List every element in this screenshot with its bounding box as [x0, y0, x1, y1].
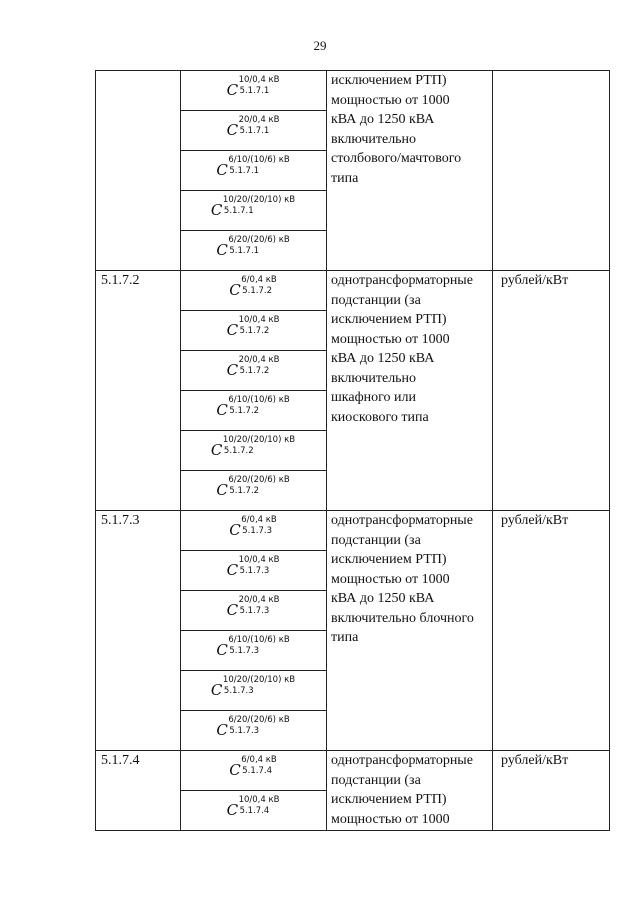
tariff-formula — [211, 195, 295, 225]
tariff-formula — [211, 435, 295, 465]
formula-cell — [180, 790, 326, 830]
formula-superscript: 20/0,4 кВ — [238, 115, 280, 125]
formula-superscript: 10/20/(20/10) кВ — [222, 435, 296, 445]
formula-symbol: C — [226, 321, 239, 339]
formula-subscript: 5.1.7.2 — [242, 286, 273, 296]
formula-symbol: C — [216, 161, 228, 179]
formula-subscript: 5.1.7.3 — [229, 646, 260, 656]
tariff-formula — [211, 675, 295, 705]
formula-subscript: 5.1.7.3 — [239, 606, 270, 616]
formula-subscript: 5.1.7.3 — [229, 726, 260, 736]
formula-symbol: C — [210, 441, 223, 459]
formula-superscript: 6/10/(10/6) кВ — [228, 395, 290, 405]
formula-subscript: 5.1.7.4 — [239, 806, 270, 816]
formula-cell — [180, 710, 326, 750]
formula-superscript: 20/0,4 кВ — [238, 595, 280, 605]
formula-superscript: 10/0,4 кВ — [238, 555, 280, 565]
row-unit: рублей/кВт — [501, 753, 569, 768]
formula-superscript: 6/20/(20/6) кВ — [228, 715, 290, 725]
formula-subscript: 5.1.7.1 — [229, 246, 260, 256]
table-bottom-rule — [95, 830, 610, 831]
formula-symbol: C — [216, 401, 228, 419]
formula-subscript: 5.1.7.4 — [242, 766, 273, 776]
tariff-table — [95, 70, 610, 830]
row-description: однотрансформаторные подстанции (за исключением РТП) мощностью от 1000 кВА до 1250 кВА включительно шкафного или киоскового типа — [331, 273, 473, 425]
formula-superscript: 6/20/(20/6) кВ — [228, 235, 290, 245]
formula-superscript: 10/0,4 кВ — [238, 795, 280, 805]
formula-symbol: C — [226, 801, 239, 819]
formula-subscript: 5.1.7.1 — [223, 206, 254, 216]
table-vertical-rule — [609, 70, 610, 831]
formula-subscript: 5.1.7.2 — [239, 326, 270, 336]
row-description: однотрансформаторные подстанции (за исключением РТП) мощностью от 1000 кВА до 1250 кВА включительно блочного типа — [331, 513, 474, 645]
formula-superscript: 6/10/(10/6) кВ — [228, 155, 290, 165]
tariff-formula — [227, 115, 280, 145]
formula-symbol: C — [216, 241, 228, 259]
formula-subscript: 5.1.7.3 — [242, 526, 273, 536]
formula-subscript: 5.1.7.3 — [223, 686, 254, 696]
formula-superscript: 10/0,4 кВ — [238, 315, 280, 325]
row-code: 5.1.7.3 — [101, 513, 140, 528]
tariff-formula — [227, 555, 280, 585]
formula-cell — [180, 110, 326, 150]
tariff-formula — [216, 715, 289, 745]
formula-subscript: 5.1.7.2 — [223, 446, 254, 456]
formula-superscript: 10/0,4 кВ — [238, 75, 280, 85]
formula-symbol: C — [229, 761, 241, 779]
formula-superscript: 20/0,4 кВ — [238, 355, 280, 365]
formula-subscript: 5.1.7.1 — [239, 86, 270, 96]
formula-subscript: 5.1.7.1 — [229, 166, 260, 176]
tariff-formula — [216, 155, 289, 185]
formula-cell — [180, 590, 326, 630]
formula-subscript: 5.1.7.2 — [229, 406, 260, 416]
tariff-formula — [227, 75, 280, 105]
formula-cell — [180, 350, 326, 390]
formula-symbol: C — [226, 81, 239, 99]
formula-symbol: C — [226, 561, 239, 579]
formula-symbol: C — [226, 361, 239, 379]
tariff-formula — [229, 275, 276, 305]
formula-subscript: 5.1.7.2 — [239, 366, 270, 376]
formula-cell — [180, 550, 326, 590]
row-description: однотрансформаторные подстанции (за исключением РТП) мощностью от 1000 — [331, 753, 473, 827]
tariff-formula — [227, 595, 280, 625]
tariff-formula — [229, 755, 276, 785]
formula-symbol: C — [210, 201, 223, 219]
formula-cell — [180, 270, 326, 310]
formula-cell — [180, 670, 326, 710]
formula-cell — [180, 310, 326, 350]
row-unit: рублей/кВт — [501, 273, 569, 288]
formula-cell — [180, 190, 326, 230]
formula-superscript: 6/0,4 кВ — [241, 515, 277, 525]
table-vertical-rule — [95, 70, 96, 831]
table-vertical-rule — [492, 70, 493, 831]
tariff-formula — [216, 235, 289, 265]
formula-superscript: 6/10/(10/6) кВ — [228, 635, 290, 645]
formula-symbol: C — [210, 681, 223, 699]
formula-cell — [180, 510, 326, 550]
formula-symbol: C — [216, 481, 228, 499]
formula-symbol: C — [229, 281, 241, 299]
formula-cell — [180, 630, 326, 670]
row-code: 5.1.7.4 — [101, 753, 140, 768]
formula-superscript: 10/20/(20/10) кВ — [222, 675, 296, 685]
tariff-formula — [229, 515, 276, 545]
row-code: 5.1.7.2 — [101, 273, 140, 288]
table-vertical-rule — [326, 70, 327, 831]
formula-subscript: 5.1.7.3 — [239, 566, 270, 576]
formula-cell — [180, 390, 326, 430]
formula-superscript: 6/20/(20/6) кВ — [228, 475, 290, 485]
formula-subscript: 5.1.7.1 — [239, 126, 270, 136]
row-description: исключением РТП) мощностью от 1000 кВА до 1250 кВА включительно столбового/мачтового типа — [331, 73, 462, 186]
row-unit: рублей/кВт — [501, 513, 569, 528]
tariff-formula — [227, 315, 280, 345]
formula-cell — [180, 470, 326, 510]
formula-cell — [180, 430, 326, 470]
formula-superscript: 6/0,4 кВ — [241, 755, 277, 765]
formula-symbol: C — [226, 601, 239, 619]
formula-cell — [180, 70, 326, 110]
tariff-formula — [216, 395, 289, 425]
formula-superscript: 6/0,4 кВ — [241, 275, 277, 285]
tariff-formula — [227, 355, 280, 385]
page-number: 29 — [313, 38, 327, 53]
formula-cell — [180, 230, 326, 270]
formula-superscript: 10/20/(20/10) кВ — [222, 195, 296, 205]
formula-subscript: 5.1.7.2 — [229, 486, 260, 496]
formula-symbol: C — [226, 121, 239, 139]
tariff-formula — [216, 635, 289, 665]
formula-symbol: C — [216, 641, 228, 659]
formula-cell — [180, 750, 326, 790]
tariff-formula — [216, 475, 289, 505]
tariff-formula — [227, 795, 280, 825]
formula-cell — [180, 150, 326, 190]
formula-symbol: C — [216, 721, 228, 739]
formula-symbol: C — [229, 521, 241, 539]
